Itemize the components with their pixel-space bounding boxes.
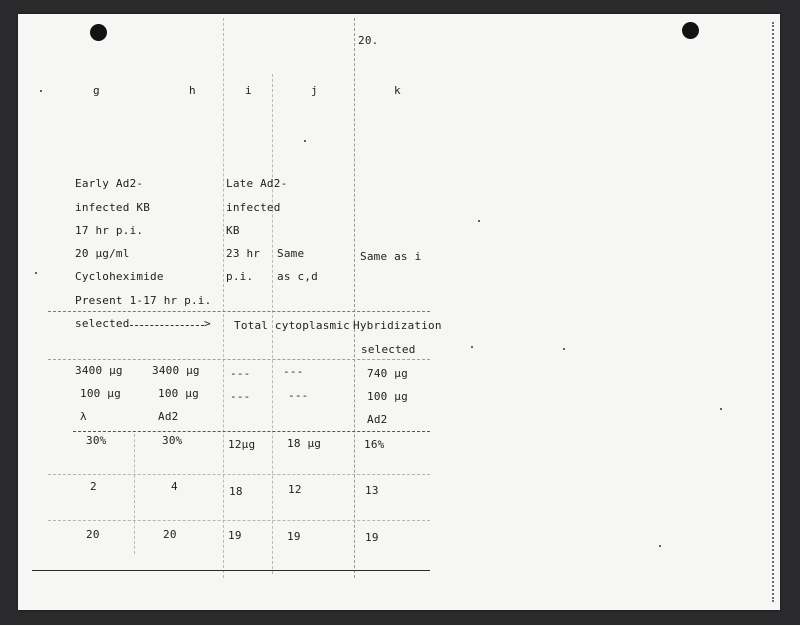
yield-cell: 18 µg <box>287 437 322 450</box>
speck <box>720 408 722 410</box>
late-condition-line: KB <box>226 224 240 237</box>
count-cell: 12 <box>288 483 302 496</box>
count-cell: 4 <box>171 480 178 493</box>
amount-cell: 100 µg <box>367 390 408 403</box>
column-header-j: j <box>311 84 318 97</box>
speck <box>563 348 565 350</box>
last-row-cell: 19 <box>365 531 379 544</box>
speck <box>471 346 473 348</box>
column-header-h: h <box>189 84 196 97</box>
yield-cell: 30% <box>86 434 107 447</box>
amount-cell: 3400 µg <box>152 364 200 377</box>
page-edge-dots <box>772 22 774 602</box>
early-condition-line: Early Ad2- <box>75 177 144 190</box>
probe-label: Ad2 <box>158 410 179 423</box>
early-condition-line: Cycloheximide <box>75 270 164 283</box>
early-condition-line: Present 1-17 hr p.i. <box>75 294 212 307</box>
early-condition-line: 17 hr p.i. <box>75 224 144 237</box>
table-bottom-rule <box>32 570 430 571</box>
rna-total-cytoplasmic: Total cytoplasmic <box>234 319 350 332</box>
punch-hole-left <box>90 24 107 41</box>
arrow-right-icon: > <box>204 317 211 330</box>
arrow-shaft <box>130 325 204 326</box>
yield-cell: 30% <box>162 434 183 447</box>
late-condition-line: p.i. <box>226 270 254 283</box>
yield-cell: 16% <box>364 438 385 451</box>
amount-cell: --- <box>288 389 309 402</box>
rna-hybridization: Hybridization <box>353 319 442 332</box>
last-row-cell: 19 <box>287 530 301 543</box>
late-condition-line: Late Ad2- <box>226 177 288 190</box>
speck <box>35 272 37 274</box>
speck <box>659 545 661 547</box>
speck <box>304 140 306 142</box>
row-divider <box>48 359 430 360</box>
column-divider <box>354 18 355 578</box>
punch-hole-right <box>682 22 699 39</box>
column-divider <box>223 18 224 578</box>
probe-label: Ad2 <box>367 413 388 426</box>
same-as-cd-line: Same <box>277 247 305 260</box>
row-divider <box>73 431 430 432</box>
speck <box>478 220 480 222</box>
rna-selected-label: selected <box>75 317 130 330</box>
column-header-g: g <box>93 84 100 97</box>
last-row-cell: 20 <box>86 528 100 541</box>
column-header-i: i <box>245 84 252 97</box>
late-condition-line: infected <box>226 201 281 214</box>
amount-cell: 3400 µg <box>75 364 123 377</box>
row-divider <box>48 311 430 312</box>
amount-cell: 100 µg <box>158 387 199 400</box>
amount-cell: --- <box>230 367 251 380</box>
late-condition-line: 23 hr <box>226 247 261 260</box>
count-cell: 18 <box>229 485 243 498</box>
rna-hybridization-selected: selected <box>361 343 416 356</box>
probe-label: λ <box>80 410 87 423</box>
column-header-k: k <box>394 84 401 97</box>
page-number: 20. <box>358 34 379 47</box>
yield-cell: 12µg <box>228 438 256 451</box>
amount-cell: --- <box>283 365 304 378</box>
speck <box>40 90 42 92</box>
document-page <box>18 14 780 610</box>
amount-cell: 100 µg <box>80 387 121 400</box>
last-row-cell: 19 <box>228 529 242 542</box>
same-as-cd-line: as c,d <box>277 270 318 283</box>
count-cell: 13 <box>365 484 379 497</box>
row-divider <box>48 520 430 521</box>
count-cell: 2 <box>90 480 97 493</box>
amount-cell: 740 µg <box>367 367 408 380</box>
early-condition-line: 20 µg/ml <box>75 247 130 260</box>
amount-cell: --- <box>230 390 251 403</box>
row-divider <box>48 474 430 475</box>
last-row-cell: 20 <box>163 528 177 541</box>
same-as-i: Same as i <box>360 250 422 263</box>
column-divider <box>134 434 135 554</box>
early-condition-line: infected KB <box>75 201 151 214</box>
